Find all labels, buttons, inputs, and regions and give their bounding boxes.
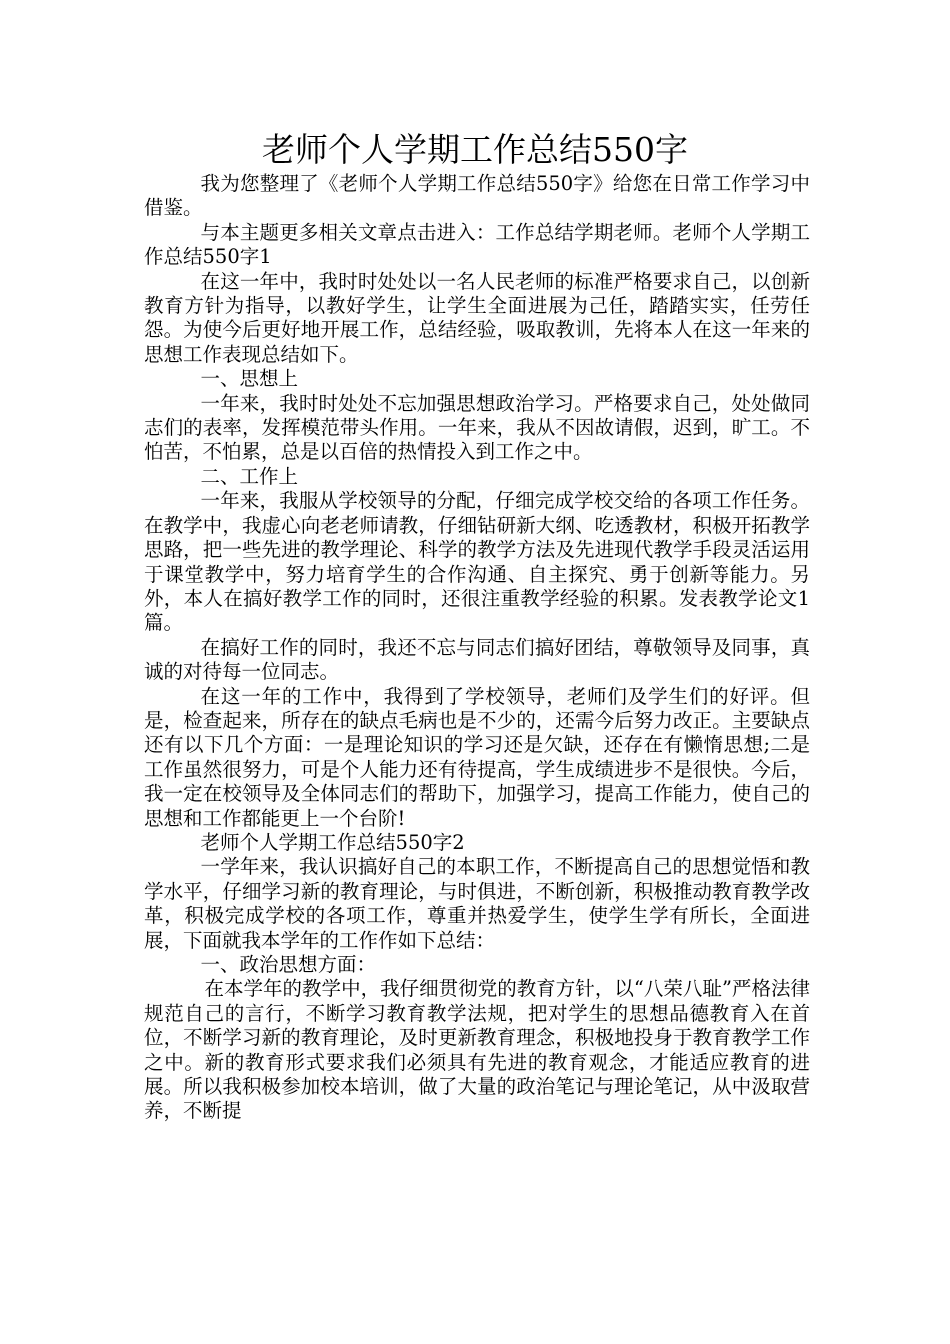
section-heading-politics: 一、政治思想方面：	[200, 953, 377, 976]
document-title: 老师个人学期工作总结550字	[262, 130, 688, 169]
paragraph: 在这一年中，我时时处处以一名人民老师的标准严格要求自己，以创新教育方针为指导，以教好学生，让学生全面进展为己任，踏踏实实，任劳任怨。为使今后更好地开展工作，总结经验，吸取教训，先将本人在这一年来的思想工作表现总结如下。	[144, 269, 810, 366]
paragraph: 一年来，我时时处处不忘加强思想政治学习。严格要求自己，处处做同志们的表率，发挥模范带头作用。一年来，我从不因故请假，迟到，旷工。不怕苦，不怕累，总是以百倍的热情投入到工作之中。	[144, 391, 810, 464]
paragraph: 一年来，我服从学校领导的分配，仔细完成学校交给的各项工作任务。在教学中，我虚心向老老师请教，仔细钻研新大纲、吃透教材，积极开拓教学思路，把一些先进的教学理论、科学的教学方法及先进现代教学手段灵活运用于课堂教学中，努力培育学生的合作沟通、自主探究、勇于创新等能力。另外，本人在搞好教学工作的同时，还很注重教学经验的积累。发表教学论文1篇。	[144, 489, 810, 635]
section-heading-thought: 一、思想上	[200, 367, 299, 391]
paragraph: 在搞好工作的同时，我还不忘与同志们搞好团结，尊敬领导及同事，真诚的对待每一位同志。	[144, 635, 810, 684]
paragraph-intro: 我为您整理了《老师个人学期工作总结550字》给您在日常工作学习中借鉴。	[144, 172, 810, 220]
paragraph-related-link: 与本主题更多相关文章点击进入：工作总结学期老师。老师个人学期工作总结550字1	[144, 220, 810, 269]
document-body	[144, 172, 810, 1124]
paragraph: 在这一年的工作中，我得到了学校领导，老师们及学生们的好评。但是，检查起来，所存在的缺点毛病也是不少的，还需今后努力改正。主要缺点还有以下几个方面：一是理论知识的学习还是欠缺，还存在有懒惰思想;二是工作虽然很努力，可是个人能力还有待提高，学生成绩进步不是很快。今后，我一定在校领导及全体同志们的帮助下，加强学习，提高工作能力，使自己的思想和工作都能更上一个台阶!	[144, 684, 810, 830]
section-heading-work: 二、工作上	[200, 464, 299, 488]
paragraph: 在本学年的教学中，我仔细贯彻党的教育方针，以“八荣八耻”严格法律规范自己的言行，不断学习教育教学法规，把对学生的思想品德教育入在首位，不断学习新的教育理论，及时更新教育理念，积极地投身于教育教学工作之中。新的教育形式要求我们必须具有先进的教育观念，才能适应教育的进展。所以我积极参加校本培训，做了大量的政治笔记与理论笔记，从中汲取营养，不断提	[144, 977, 810, 1123]
paragraph: 一学年来，我认识搞好自己的本职工作，不断提高自己的思想觉悟和教学水平，仔细学习新的教育理论，与时俱进，不断创新，积极推动教育教学改革，积极完成学校的各项工作，尊重并热爱学生，使学生学有所长，全面进展，下面就我本学年的工作作如下总结：	[144, 855, 810, 952]
article-subtitle-2: 老师个人学期工作总结550字2	[200, 830, 465, 854]
